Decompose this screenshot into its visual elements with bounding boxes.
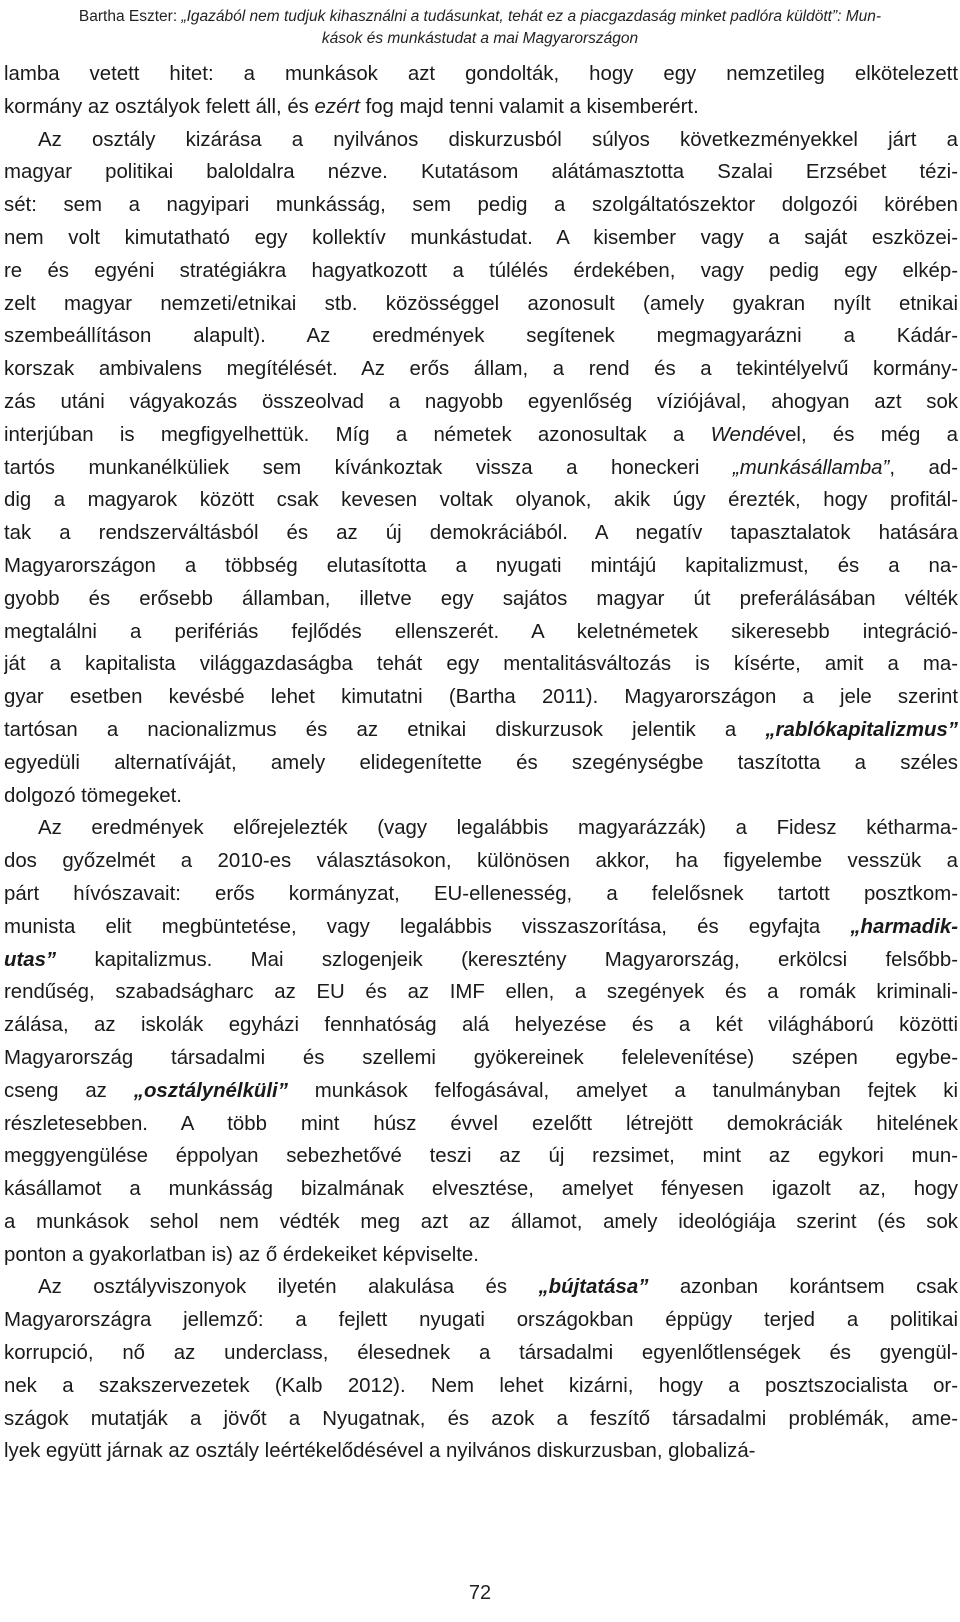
text-line [4,1239,958,1272]
italic-run: ezért [314,95,360,118]
text-line [4,484,958,517]
text-line [4,386,958,419]
text-line [4,550,958,583]
text-run: dos győzelmét a 2010-es választásokon, különösen akkor, ha figyelembe vesszük a [4,850,958,873]
text-line [4,91,958,124]
text-line [4,845,958,878]
text-run: Az eredmények előrejelezték (vagy legalábbis magyarázzák) a Fidesz kétharma- [38,817,958,840]
text-run: lamba vetett hitet: a munkások azt gondolták, hogy egy nemzetileg elkötelezett [4,63,958,85]
text-run: kormány az osztályok felett áll, és [4,95,315,118]
text-run: rendűség, szabadságharc az EU és az IMF ellen, a szegények és a romák kriminali- [4,981,958,1004]
bold-italic-run: „harmadik- [850,915,958,938]
text-run: cseng az [4,1079,134,1102]
text-run: , ad- [889,456,958,479]
text-run: Magyarországon a többség elutasította a nyugati mintájú kapitalizmust, és a na- [4,554,958,577]
bold-italic-run: „osztálynélküli” [133,1079,288,1102]
text-line [4,517,958,550]
text-line [4,452,958,485]
text-line [4,222,958,255]
bold-italic-run: „bújtatása” [538,1276,649,1299]
text-run: re és egyéni stratégiákra hagyatkozott a túlélés érdekében, vagy pedig egy elkép- [4,259,958,282]
text-run: nem volt kimutatható egy kollektív munkástudat. A kisember vagy a saját eszközei- [4,226,958,249]
text-line [4,1403,958,1436]
text-run: dolgozó tömegeket. [4,784,182,807]
text-run: Az osztályviszonyok ilyetén alakulása és [38,1276,539,1299]
text-run: munkások felfogásával, amelyet a tanulmányban fejtek ki [287,1079,958,1102]
text-run: fog majd tenni valamit a kisemberért. [359,95,699,118]
text-line [4,1271,958,1304]
text-line [4,189,958,222]
text-line [4,1370,958,1403]
page-number: 72 [468,1582,492,1604]
text-line [4,616,958,649]
running-header-line-1 [0,6,960,28]
text-run: a munkások sehol nem védték meg azt az államot, amely ideológiája szerint (és sok [4,1210,958,1233]
text-line [4,714,958,747]
text-line [4,583,958,616]
text-run: magyar politikai baloldalra nézve. Kutatásom alátámasztotta Szalai Erzsébet tézi- [4,161,958,184]
text-line [4,419,958,452]
text-line [4,1304,958,1337]
text-line [4,124,958,157]
text-run: egyedüli alternatíváját, amely elidegenítette és szegénységbe taszította a széles [4,751,958,774]
header-title-part-1: „Igazából nem tudjuk kihasználni a tudásunkat, tehát ez a piacgazdaság minket padlóra küldött”: Mun- [181,8,882,25]
running-header-line-2 [0,28,960,50]
text-line [4,1337,958,1370]
text-line [4,156,958,189]
text-run: tak a rendszerváltásból és az új demokráciából. A negatív tapasztalatok hatására [4,522,958,545]
text-run: párt hívószavait: erős kormányzat, EU-ellenesség, a felelősnek tartott posztkom- [4,882,958,905]
text-run: zás utáni vágyakozás összeolvad a nagyobb egyenlőség víziójával, ahogyan azt sok [4,390,958,413]
text-run: kapitalizmus. Mai szlogenjeik (keresztény Magyarország, erkölcsi felsőbb- [56,948,958,971]
text-line [4,911,958,944]
bold-italic-run: utas” [4,948,57,971]
text-line [4,1075,958,1108]
text-run: vel, és még a [774,423,958,446]
text-line [4,1435,958,1468]
text-run: részletesebben. A több mint húsz évvel ezelőtt létrejött demokráciák hitelének [4,1112,958,1135]
text-run: lyek együtt járnak az osztály leértékelődésével a nyilvános diskurzusban, globalizá- [4,1440,756,1463]
text-line [4,878,958,911]
text-line [4,944,958,977]
text-run: korszak ambivalens megítélését. Az erős állam, a rend és a tekintélyelvű kormány- [4,358,958,381]
text-run: Az osztály kizárása a nyilvános diskurzusból súlyos következményekkel járt a [38,128,958,151]
text-run: zálása, az iskolák egyházi fennhatóság alá helyezése és a két világháború közötti [4,1014,958,1037]
text-line [4,255,958,288]
text-run: meggyengülése éppolyan sebezhetővé teszi az új rezsimet, mint az egykori mun- [4,1145,958,1168]
text-line [4,976,958,1009]
text-run: kásállamot a munkásság bizalmának elvesztése, amelyet fényesen igazolt az, hogy [4,1178,958,1201]
text-run: Magyarország társadalmi és szellemi gyökereinek felelevenítése) szépen egybe- [4,1046,958,1069]
text-run: sét: sem a nagyipari munkásság, sem pedig a szolgáltatószektor dolgozói körében [4,194,958,217]
text-line [4,1206,958,1239]
text-run: ját a kapitalista világgazdaságba tehát egy mentalitásváltozás is kísérte, amit a ma- [4,653,958,676]
text-line [4,1140,958,1173]
header-title-part-2: kások és munkástudat a mai Magyarországon [321,30,639,47]
text-run: zelt magyar nemzeti/etnikai stb. közösséggel azonosult (amely gyakran nyílt etnikai [4,292,958,315]
text-run: megtalálni a perifériás fejlődés ellenszerét. A keletnémetek sikeresebb integráció- [4,620,958,643]
text-line [4,58,958,91]
text-run: Magyarországra jellemző: a fejlett nyugati országokban éppügy terjed a politikai [4,1309,958,1332]
text-line [4,353,958,386]
text-run: azonban korántsem csak [648,1276,958,1299]
bold-italic-run: „rablókapitalizmus” [765,718,958,741]
italic-run: Wendé [710,423,775,446]
running-header [0,6,960,50]
text-run: gyobb és erősebb államban, illetve egy sajátos magyar út preferálásában vélték [4,587,958,610]
text-line [4,681,958,714]
text-line [4,320,958,353]
text-run: szembeállításon alapult). Az eredmények segítenek megmagyarázni a Kádár- [4,325,958,348]
text-run: gyar esetben kevésbé lehet kimutatni (Bartha 2011). Magyarországon a jele szerint [4,686,958,709]
body-text [4,58,958,1468]
text-line [4,288,958,321]
text-line [4,780,958,813]
text-line [4,1108,958,1141]
text-line [4,812,958,845]
text-run: dig a magyarok között csak kevesen voltak olyanok, akik úgy érezték, hogy profitál- [4,489,958,512]
header-author: Bartha Eszter: [78,8,182,25]
text-run: korrupció, nő az underclass, élesednek a társadalmi egyenlőtlenségek és gyengül- [4,1342,958,1365]
text-line [4,1009,958,1042]
text-run: tartós munkanélküliek sem kívánkoztak vissza a honeckeri [4,456,733,479]
text-run: tartósan a nacionalizmus és az etnikai diskurzusok jelentik a [4,718,766,741]
text-run: munista elit megbüntetése, vagy legalábbis visszaszorítása, és egyfajta [4,915,851,938]
text-line [4,1042,958,1075]
italic-run: „munkásállamba” [732,456,890,479]
text-run: szágok mutatják a jövőt a Nyugatnak, és azok a feszítő társadalmi problémák, ame- [4,1407,958,1430]
text-run: ponton a gyakorlatban is) az ő érdekeiket képviselte. [4,1243,479,1266]
text-line [4,1173,958,1206]
text-line [4,747,958,780]
text-line [4,648,958,681]
text-run: interjúban is megfigyelhettük. Míg a németek azonosultak a [4,423,711,446]
text-run: nek a szakszervezetek (Kalb 2012). Nem lehet kizárni, hogy a posztszocialista or- [4,1374,958,1397]
